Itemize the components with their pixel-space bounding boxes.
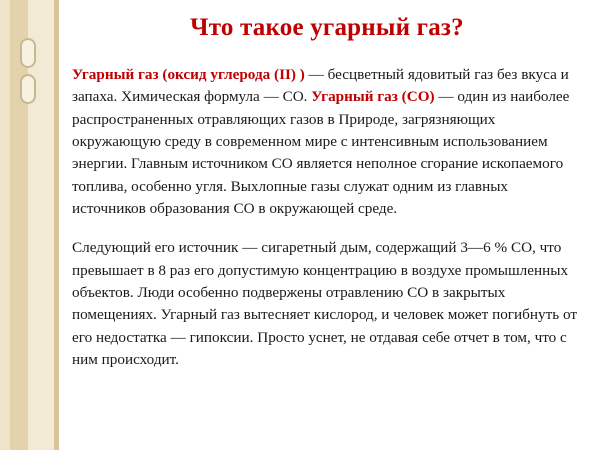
paragraph [72,237,577,371]
page-title: Что такое угарный газ? [190,14,464,41]
highlighted-term: Угарный газ (оксид углерода (II) ) [72,66,305,83]
band-stripe-3 [28,0,54,450]
text-run: — один из наиболее распространенных отравляющих газов в Природе, загрязняющих окружающую среду в современном мире с интенсивным использованием энергии. Главным источником СО является неполное сгорание ископаемого топлива, особенно угля. Выхлопные газы служат одним из главных источников образования СО в окружающей среде. [72,88,570,218]
text-run: Следующий его источник — сигаретный дым, содержащий 3—6 % СО, что превышает в 8 раз его допустимую концентрацию в воздухе промышленных объектов. Люди особенно подвержены отравлению СО в закрытых помещениях. Угарный газ вытесняет кислород, и человек может погибнуть от его недостатка — гипоксии. Просто уснет, не отдавая себе отчет в том, что с ним происходит. [72,239,577,369]
paragraph [72,64,577,220]
band-stripe-1 [0,0,10,450]
highlighted-term: Угарный газ (СО) [311,88,435,106]
band-edge [59,0,62,450]
binder-ring-icon [20,38,36,68]
binder-ring-icon [20,74,36,104]
body-text [72,64,577,371]
decorative-left-band [0,0,62,450]
text-run: — бесцветный ядовитый газ без вкуса и запаха. Химическая формула — СО. [72,66,569,106]
